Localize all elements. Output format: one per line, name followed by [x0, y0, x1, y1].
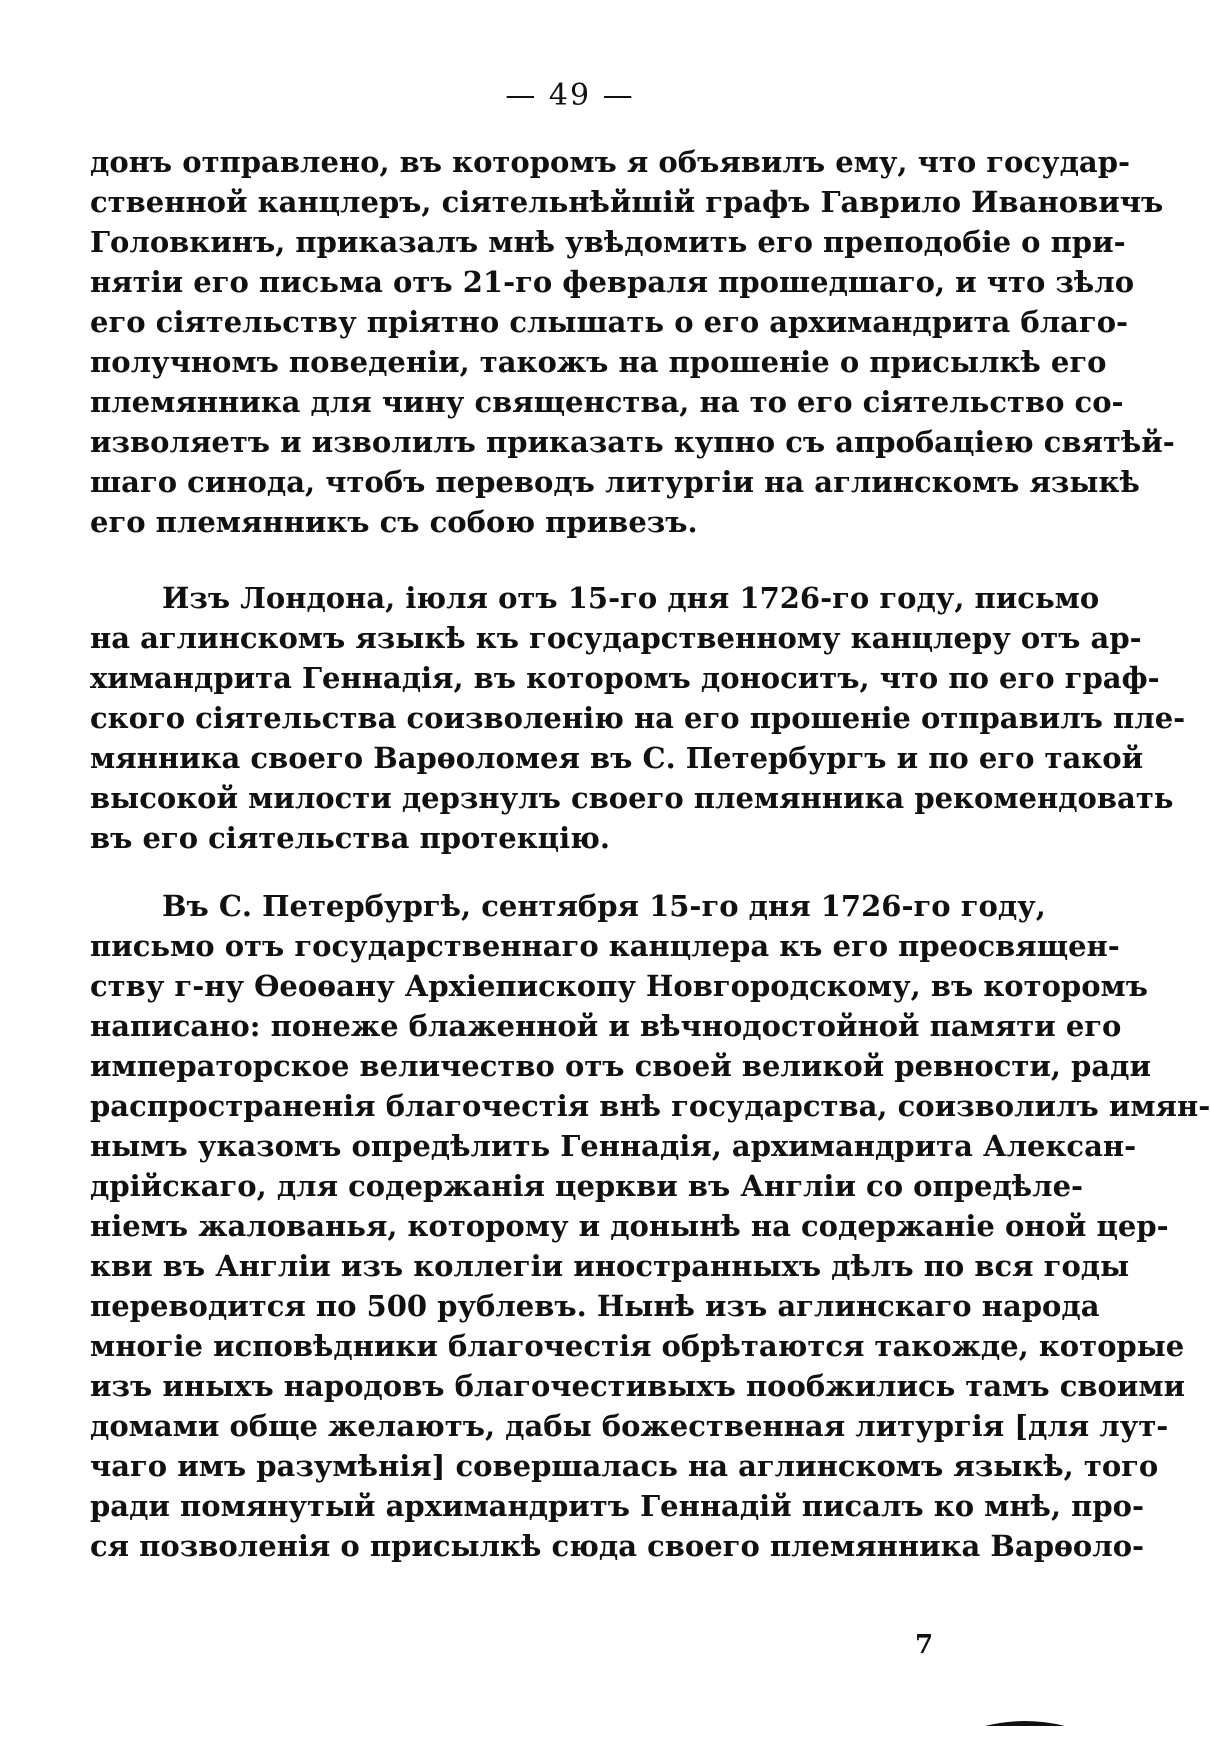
text-line: изъ иныхъ народовъ благочестивыхъ пообжились тамъ своими [90, 1369, 1186, 1403]
page-number: — 49 — [505, 78, 635, 113]
text-line: химандрита Геннадія, въ которомъ доноситъ, что по его граф- [90, 661, 1160, 695]
text-line: ству г-ну Ѳеоѳану Архіепископу Новгородскому, въ которомъ [90, 969, 1148, 1003]
text-line: Головкинъ, приказалъ мнѣ увѣдомить его преподобіе о при- [90, 225, 1126, 259]
ornament-icon [985, 1718, 1065, 1728]
text-line: высокой милости дерзнулъ своего племянника рекомендовать [90, 781, 1174, 815]
text-line: императорское величество отъ своей великой ревности, ради [90, 1049, 1151, 1083]
text-line: нымъ указомъ опредѣлить Геннадія, архимандрита Алексан- [90, 1129, 1137, 1163]
paragraph-1 [90, 142, 1175, 542]
paragraph-3 [90, 886, 1210, 1566]
text-line: ственной канцлеръ, сіятельнѣйшій графъ Гаврило Ивановичъ [90, 185, 1164, 219]
text-line: написано: понеже блаженной и вѣчнодостойной памяти его [90, 1009, 1122, 1043]
text-line: въ его сіятельства протекцію. [90, 821, 610, 855]
text-line: на аглинскомъ языкѣ къ государственному канцлеру отъ ар- [90, 621, 1142, 655]
text-line: его племянникъ съ собою привезъ. [90, 505, 698, 539]
signature-mark: 7 [915, 1630, 934, 1660]
text-line: ніемъ жалованья, которому и донынѣ на содержаніе оной цер- [90, 1209, 1169, 1243]
text-line: домами обще желаютъ, дабы божественная литургія [для лут- [90, 1409, 1169, 1443]
text-line: ради помянутый архимандритъ Геннадій писалъ ко мнѣ, про- [90, 1489, 1145, 1523]
text-line: нятіи его письма отъ 21-го февраля прошедшаго, и что зѣло [90, 265, 1135, 299]
text-line: шаго синода, чтобъ переводъ литургіи на аглинскомъ языкѣ [90, 465, 1140, 499]
text-line: письмо отъ государственнаго канцлера къ его преосвящен- [90, 929, 1120, 963]
text-line: чаго имъ разумѣнія] совершалась на аглинскомъ языкѣ, того [90, 1449, 1159, 1483]
text-line: переводится по 500 рублевъ. Нынѣ изъ аглинскаго народа [90, 1289, 1100, 1323]
text-line: Изъ Лондона, іюля отъ 15-го дня 1726-го году, письмо [162, 581, 1100, 615]
text-line: получномъ поведеніи, такожъ на прошеніе о присылкѣ его [90, 345, 1107, 379]
text-line: Въ С. Петербургѣ, сентября 15-го дня 1726-го году, [162, 889, 1046, 923]
text-line: ского сіятельства соизволенію на его прошеніе отправилъ пле- [90, 701, 1186, 735]
text-line: дрійскаго, для содержанія церкви въ Англіи со опредѣле- [90, 1169, 1084, 1203]
text-line: мянника своего Варѳоломея въ С. Петербургъ и по его такой [90, 741, 1144, 775]
text-line: многіе исповѣдники благочестія обрѣтаются такожде, которые [90, 1329, 1185, 1363]
text-line: его сіятельству пріятно слышать о его архимандрита благо- [90, 305, 1129, 339]
text-line: ся позволенія о присылкѣ сюда своего племянника Варѳоло- [90, 1529, 1145, 1563]
paragraph-2 [90, 578, 1186, 858]
text-line: племянника для чину священства, на то его сіятельство со- [90, 385, 1124, 419]
text-line: донъ отправлено, въ которомъ я объявилъ ему, что государ- [90, 145, 1131, 179]
text-line: кви въ Англіи изъ коллегіи иностранныхъ дѣлъ по вся годы [90, 1249, 1130, 1283]
text-line: изволяетъ и изволилъ приказать купно съ апробаціею святѣй- [90, 425, 1175, 459]
text-line: распространенія благочестія внѣ государства, соизволилъ имян- [90, 1089, 1210, 1123]
